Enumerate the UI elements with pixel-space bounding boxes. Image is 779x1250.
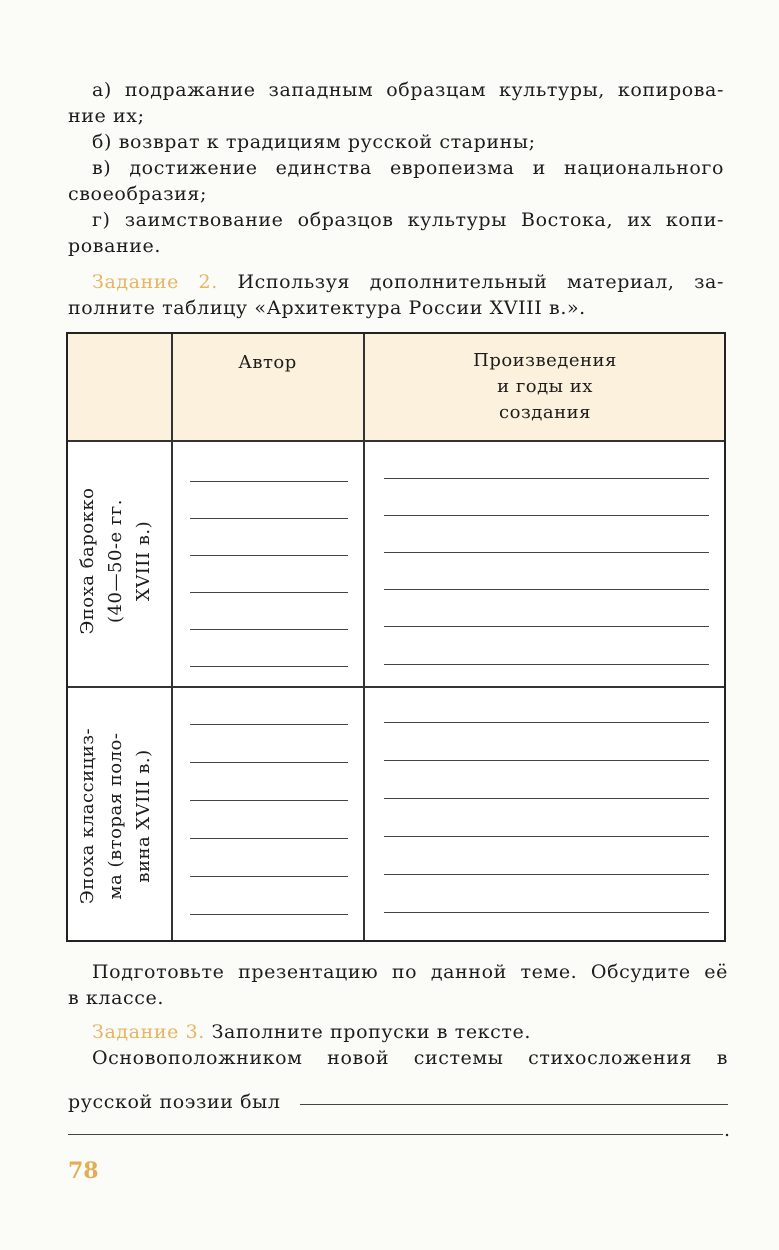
page-number: 78 [68, 1158, 99, 1184]
task3-heading [92, 1020, 531, 1044]
option-g-line1: г) заимствование образцов культуры Востока, их копи- [92, 209, 724, 231]
task2-line1 [92, 270, 724, 294]
option-g-line2: рование. [68, 235, 162, 257]
header-works [364, 348, 726, 426]
answer-line[interactable] [190, 914, 348, 915]
answer-line[interactable] [190, 800, 348, 801]
option-b: б) возврат к традициям русской старины; [92, 131, 536, 153]
header-works-line3: создания [499, 402, 591, 423]
row-classicism-line2: ма (вторая поло- [105, 732, 126, 900]
task2-text-line1: Используя дополнительный материал, за- [237, 271, 724, 293]
answer-line[interactable] [384, 836, 709, 837]
answer-line[interactable] [384, 874, 709, 875]
row-classicism-label [74, 696, 164, 936]
answer-line[interactable] [190, 555, 348, 556]
answer-line[interactable] [190, 666, 348, 667]
option-v-line2: своеобразия; [68, 183, 208, 205]
answer-line[interactable] [384, 515, 709, 516]
answer-line[interactable] [190, 481, 348, 482]
answer-line[interactable] [190, 518, 348, 519]
header-works-line1: Произведения [473, 350, 617, 371]
task2-label: Задание 2. [92, 271, 218, 293]
task3-line2: русской поэзии был [68, 1091, 281, 1113]
fill-in-line[interactable] [300, 1104, 728, 1105]
task3-line1: Основоположником новой системы стихосложения в [92, 1047, 728, 1069]
header-works-line2: и годы их [497, 376, 593, 397]
row-baroque-label [74, 441, 164, 681]
row-baroque-line2: (40—50-е гг. [105, 499, 126, 623]
table-header-divider [68, 440, 724, 442]
option-a-line2: ние их; [68, 105, 145, 127]
answer-line[interactable] [384, 760, 709, 761]
answer-line[interactable] [384, 912, 709, 913]
row-classicism-line1: Эпоха классициз- [77, 727, 98, 905]
end-dot: . [724, 1119, 731, 1141]
answer-line[interactable] [190, 629, 348, 630]
task2-text-line2: полните таблицу «Архитектура России XVIII в.». [68, 297, 586, 319]
fill-in-line[interactable] [68, 1134, 723, 1135]
answer-line[interactable] [384, 626, 709, 627]
architecture-table [66, 332, 726, 942]
answer-line[interactable] [384, 722, 709, 723]
table-col-divider-1 [171, 334, 173, 940]
answer-line[interactable] [384, 478, 709, 479]
task3-label: Задание 3. [92, 1021, 205, 1043]
answer-line[interactable] [384, 798, 709, 799]
answer-line[interactable] [384, 589, 709, 590]
answer-line[interactable] [190, 592, 348, 593]
option-v-line1: в) достижение единства европеизма и национального [92, 157, 724, 179]
answer-line[interactable] [190, 876, 348, 877]
header-author: Автор [238, 352, 297, 373]
answer-line[interactable] [190, 762, 348, 763]
table-row-divider [68, 686, 724, 688]
presentation-line2: в классе. [68, 987, 164, 1009]
answer-line[interactable] [190, 838, 348, 839]
presentation-line1: Подготовьте презентацию по данной теме. Обсудите её [92, 961, 728, 983]
row-baroque-line3: XVIII в.) [133, 520, 154, 602]
row-baroque-line1: Эпоха барокко [77, 487, 98, 635]
answer-line[interactable] [190, 724, 348, 725]
answer-line[interactable] [384, 664, 709, 665]
row-classicism-line3: вина XVIII в.) [133, 749, 154, 883]
task3-text: Заполните пропуски в тексте. [211, 1021, 531, 1043]
option-a-line1: а) подражание западным образцам культуры, копирова- [92, 79, 724, 101]
answer-line[interactable] [384, 552, 709, 553]
